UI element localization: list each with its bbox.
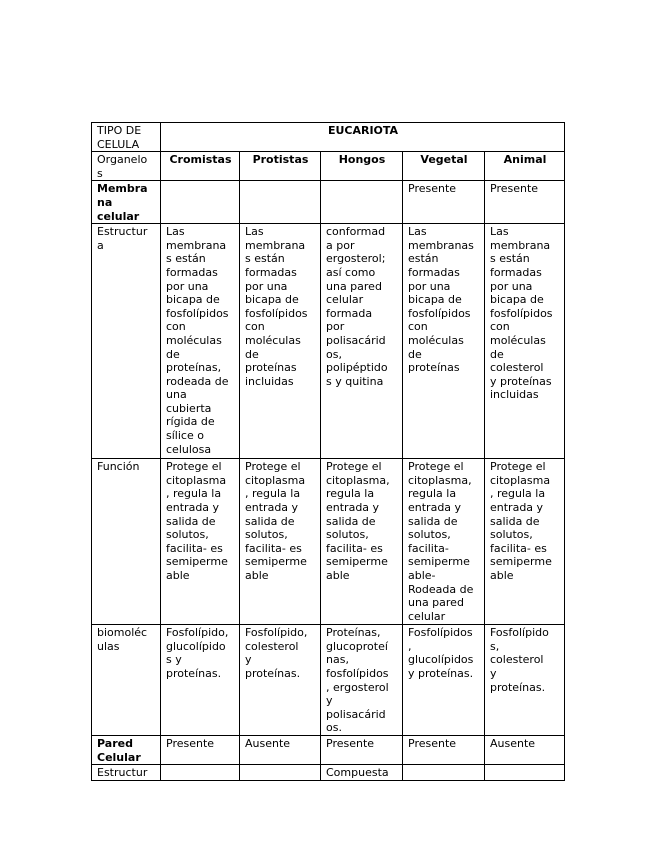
table-cell: Fosfolípido s, colesterol y proteínas. bbox=[485, 625, 565, 736]
table-cell: Compuesta bbox=[321, 765, 403, 781]
table-cell: Protege el citoplasma, regula la entrada y salida de solutos, facilita- es semiperme able bbox=[321, 459, 403, 625]
row-label-estructura-2: Estructur bbox=[92, 765, 161, 781]
column-header-vegetal: Vegetal bbox=[403, 152, 485, 181]
table-cell: Las membranas están formadas por una bicapa de fosfolípidos con moléculas de proteínas bbox=[403, 224, 485, 459]
cell-types-table bbox=[91, 122, 565, 781]
table-cell: Presente bbox=[403, 736, 485, 765]
column-header-animal: Animal bbox=[485, 152, 565, 181]
organelos-label: Organelo s bbox=[92, 152, 161, 181]
table-cell bbox=[161, 765, 240, 781]
column-header-cromistas: Cromistas bbox=[161, 152, 240, 181]
eucariota-header: EUCARIOTA bbox=[161, 123, 565, 152]
table-cell bbox=[240, 765, 321, 781]
table-cell: Presente bbox=[321, 736, 403, 765]
row-label-biomoleculas: biomoléc ulas bbox=[92, 625, 161, 736]
table-cell: Presente bbox=[161, 736, 240, 765]
row-label-pared-celular: Pared Celular bbox=[92, 736, 161, 765]
column-header-protistas: Protistas bbox=[240, 152, 321, 181]
table-row bbox=[92, 123, 565, 152]
table-cell: Las membrana s están formadas por una bicapa de fosfolípidos con moléculas de proteínas, rodeada de una cubierta rígida de sílice o celulosa bbox=[161, 224, 240, 459]
table-cell bbox=[403, 765, 485, 781]
table-cell: Protege el citoplasma , regula la entrada y salida de solutos, facilita- es semiperme able bbox=[161, 459, 240, 625]
table-cell: Ausente bbox=[240, 736, 321, 765]
table-cell: Presente bbox=[403, 181, 485, 224]
table-cell: Fosfolípido, glucolípido s y proteínas. bbox=[161, 625, 240, 736]
table-row bbox=[92, 224, 565, 459]
table-cell: conformad a por ergosterol; así como una pared celular formada por polisacárid os, polipéptido s y quitina bbox=[321, 224, 403, 459]
table-row bbox=[92, 736, 565, 765]
table-cell bbox=[240, 181, 321, 224]
table-cell: Protege el citoplasma, regula la entrada y salida de solutos, facilita- semiperme able- Rodeada de una pared celular bbox=[403, 459, 485, 625]
row-label-estructura: Estructur a bbox=[92, 224, 161, 459]
table-cell: Presente bbox=[485, 181, 565, 224]
column-header-hongos: Hongos bbox=[321, 152, 403, 181]
table-cell bbox=[161, 181, 240, 224]
table-row bbox=[92, 459, 565, 625]
table-cell: Las membrana s están formadas por una bicapa de fosfolípidos con moléculas de colesterol y proteínas incluidas bbox=[485, 224, 565, 459]
row-label-funcion: Función bbox=[92, 459, 161, 625]
tipo-de-celula-label: TIPO DE CELULA bbox=[92, 123, 161, 152]
table-row bbox=[92, 765, 565, 781]
table-cell: Protege el citoplasma , regula la entrada y salida de solutos, facilita- es semiperme able bbox=[240, 459, 321, 625]
table-cell: Fosfolípidos , glucolípidos y proteínas. bbox=[403, 625, 485, 736]
table-cell: Ausente bbox=[485, 736, 565, 765]
table-row bbox=[92, 152, 565, 181]
table-cell: Proteínas, glucoproteí nas, fosfolípidos , ergosterol y polisacárid os. bbox=[321, 625, 403, 736]
table-cell: Protege el citoplasma , regula la entrada y salida de solutos, facilita- es semiperme able bbox=[485, 459, 565, 625]
row-label-membrana: Membra na celular bbox=[92, 181, 161, 224]
table-cell bbox=[485, 765, 565, 781]
table-cell: Las membrana s están formadas por una bicapa de fosfolípidos con moléculas de proteínas incluidas bbox=[240, 224, 321, 459]
table-cell bbox=[321, 181, 403, 224]
table-row bbox=[92, 625, 565, 736]
table-row bbox=[92, 181, 565, 224]
table-cell: Fosfolípido, colesterol y proteínas. bbox=[240, 625, 321, 736]
